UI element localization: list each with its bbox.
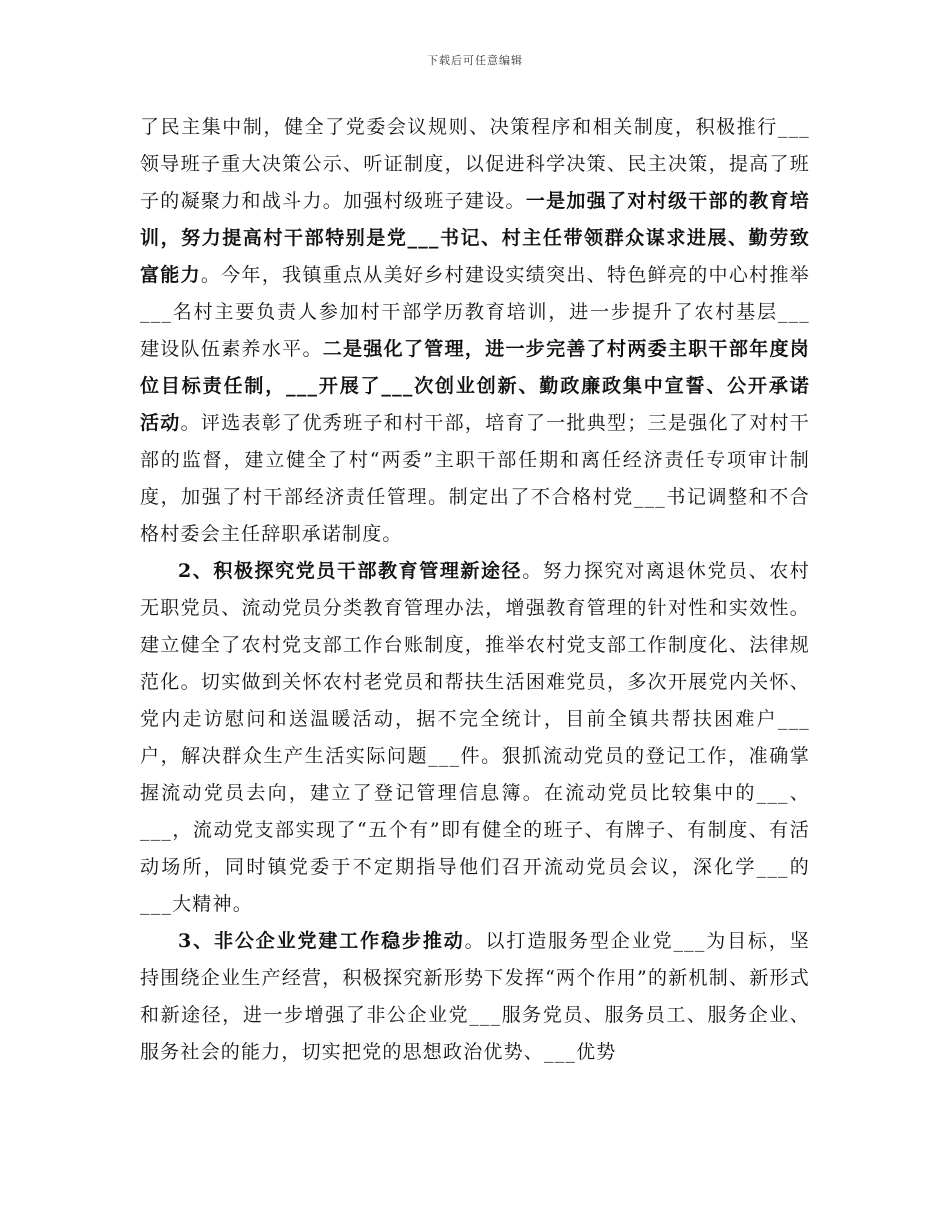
bold-text-run: 一是加强了对村级干部的教育培训，努力提高村干部特别是党___书记、村主任带领群众谋求进展、勤劳致富能力 <box>140 190 810 286</box>
document-body <box>140 109 810 1071</box>
page-header: 下载后可任意编辑 <box>427 54 523 67</box>
text-run: 。今年，我镇重点从美好乡村建设实绩突出、特色鲜亮的中心村推举___名村主要负责人参加村干部学历教育培训，进一步提升了农村基层___建设队伍素养水平。 <box>140 264 810 360</box>
section-heading: 2、积极探究党员干部教育管理新途径 <box>178 560 523 582</box>
text-run: 。努力探究对离退休党员、农村无职党员、流动党员分类教育管理办法，增强教育管理的针对性和实效性。建立健全了农村党支部工作台账制度，推举农村党支部工作制度化、法律规范化。切实做到关怀农村老党员和帮扶生活困难党员，多次开展党内关怀、党内走访慰问和送温暖活动，据不完全统计，目前全镇共帮扶困难户___户，解决群众生产生活实际问题___件。狠抓流动党员的登记工作，准确掌握流动党员去向，建立了登记管理信息簿。在流动党员比较集中的___、___，流动党支部实现了“五个有”即有健全的班子、有牌子、有制度、有活动场所，同时镇党委于不定期指导他们召开流动党员会议，深化学___的___大精神。 <box>140 560 810 915</box>
paragraph-2 <box>140 553 810 923</box>
paragraph-1 <box>140 109 810 553</box>
section-heading: 3、非公企业党建工作稳步推动 <box>178 930 465 952</box>
text-run: 。以打造服务型企业党___为目标，坚持围绕企业生产经营，积极探究新形势下发挥“两个作用”的新机制、新形式和新途径，进一步增强了非公企业党___服务党员、服务员工、服务企业、服务社会的能力，切实把党的思想政治优势、___优势 <box>140 930 810 1063</box>
text-run: 了民主集中制，健全了党委会议规则、决策程序和相关制度，积极推行___领导班子重大决策公示、听证制度，以促进科学决策、民主决策，提高了班子的凝聚力和战斗力。加强村级班子建设。 <box>140 116 810 212</box>
bold-text-run: 二是强化了管理，进一步完善了村两委主职干部年度岗位目标责任制，___开展了___次创业创新、勤政廉政集中宣誓、公开承诺活动 <box>140 338 810 434</box>
paragraph-3 <box>140 923 810 1071</box>
text-run: 。评选表彰了优秀班子和村干部，培育了一批典型；三是强化了对村干部的监督，建立健全了村“两委”主职干部任期和离任经济责任专项审计制度，加强了村干部经济责任管理。制定出了不合格村党___书记调整和不合格村委会主任辞职承诺制度。 <box>140 412 811 545</box>
